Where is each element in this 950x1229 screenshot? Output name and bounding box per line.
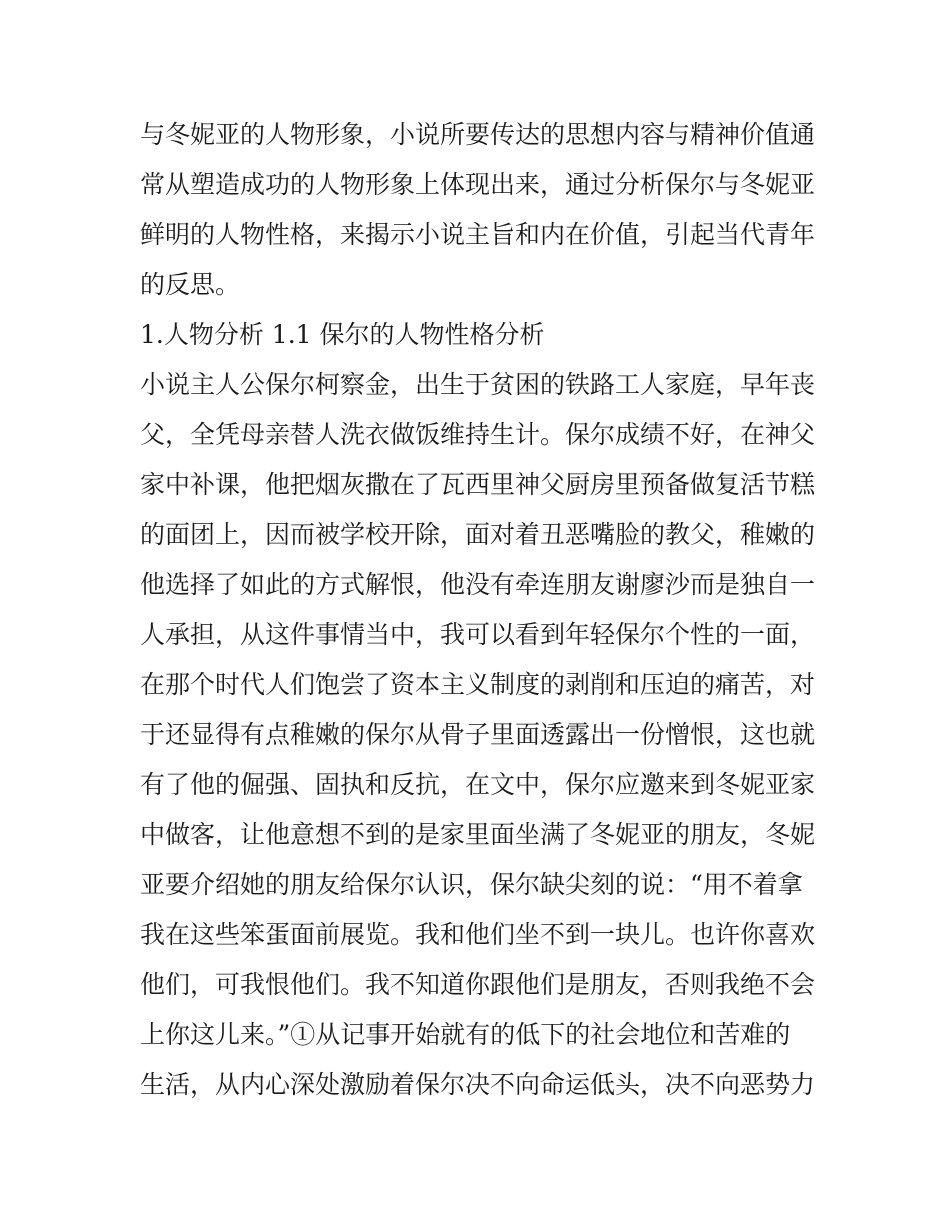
text-line: 父，全凭母亲替人洗衣做饭维持生计。保尔成绩不好，在神父 bbox=[140, 420, 816, 449]
text-line: 的反思。 bbox=[140, 270, 241, 299]
text-line: 与冬妮亚的人物形象，小说所要传达的思想内容与精神价值通 bbox=[140, 120, 816, 149]
section-heading: 1.人物分析 1.1 保尔的人物性格分析 bbox=[140, 320, 545, 349]
text-line: 亚要介绍她的朋友给保尔认识，保尔缺尖刻的说：“用不着拿 bbox=[140, 870, 803, 899]
text-line: 生活，从内心深处激励着保尔决不向命运低头，决不向恶势力 bbox=[140, 1070, 816, 1099]
text-line: 我在这些笨蛋面前展览。我和他们坐不到一块儿。也许你喜欢 bbox=[140, 920, 816, 949]
text-line: 鲜明的人物性格，来揭示小说主旨和内在价值，引起当代青年 bbox=[140, 220, 816, 249]
text-line: 上你这儿来。”①从记事开始就有的低下的社会地位和苦难的 bbox=[140, 1020, 791, 1049]
text-line: 小说主人公保尔柯察金，出生于贫困的铁路工人家庭，早年丧 bbox=[140, 370, 816, 399]
text-line: 在那个时代人们饱尝了资本主义制度的剥削和压迫的痛苦，对 bbox=[140, 670, 816, 699]
text-line: 常从塑造成功的人物形象上体现出来，通过分析保尔与冬妮亚 bbox=[140, 170, 816, 199]
text-line: 有了他的倔强、固执和反抗，在文中，保尔应邀来到冬妮亚家 bbox=[140, 770, 816, 799]
text-line: 于还显得有点稚嫩的保尔从骨子里面透露出一份憎恨，这也就 bbox=[140, 720, 816, 749]
text-line: 人承担，从这件事情当中，我可以看到年轻保尔个性的一面， bbox=[140, 620, 816, 649]
text-line: 的面团上，因而被学校开除，面对着丑恶嘴脸的教父，稚嫩的 bbox=[140, 520, 816, 549]
text-line: 他选择了如此的方式解恨，他没有牵连朋友谢廖沙而是独自一 bbox=[140, 570, 816, 599]
text-line: 他们，可我恨他们。我不知道你跟他们是朋友，否则我绝不会 bbox=[140, 970, 816, 999]
body-text bbox=[140, 110, 840, 1110]
text-line: 中做客，让他意想不到的是家里面坐满了冬妮亚的朋友，冬妮 bbox=[140, 820, 816, 849]
text-line: 家中补课，他把烟灰撒在了瓦西里神父厨房里预备做复活节糕 bbox=[140, 470, 816, 499]
